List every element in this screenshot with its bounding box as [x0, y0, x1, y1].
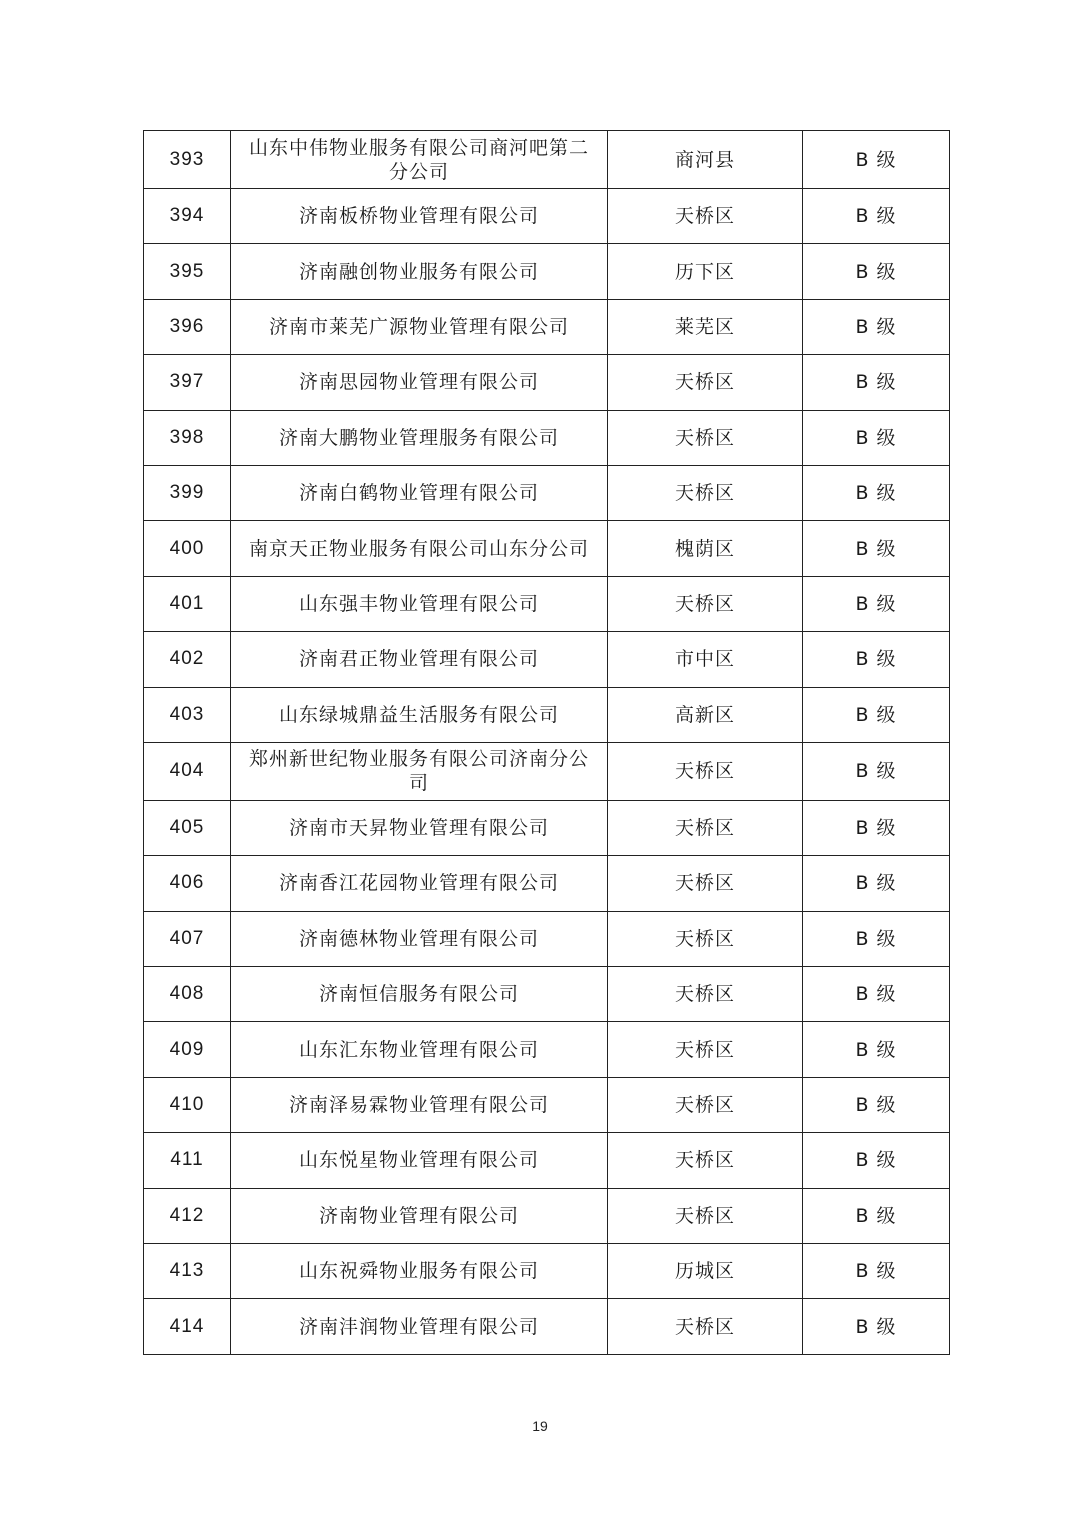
district: 天桥区	[608, 1133, 803, 1188]
grade: B 级	[803, 1077, 950, 1132]
district: 天桥区	[608, 1077, 803, 1132]
table-row	[144, 244, 950, 299]
grade: B 级	[803, 967, 950, 1022]
table-row	[144, 911, 950, 966]
district: 天桥区	[608, 911, 803, 966]
district: 天桥区	[608, 465, 803, 520]
row-number: 401	[144, 576, 231, 631]
table-row	[144, 576, 950, 631]
row-number: 409	[144, 1022, 231, 1077]
district: 天桥区	[608, 189, 803, 244]
row-number: 394	[144, 189, 231, 244]
district: 槐荫区	[608, 521, 803, 576]
table-row	[144, 465, 950, 520]
row-number: 398	[144, 410, 231, 465]
district: 天桥区	[608, 1188, 803, 1243]
company-name: 济南沣润物业管理有限公司	[231, 1299, 608, 1354]
row-number: 400	[144, 521, 231, 576]
district: 天桥区	[608, 742, 803, 800]
company-name: 济南恒信服务有限公司	[231, 967, 608, 1022]
district: 天桥区	[608, 1299, 803, 1354]
table-row	[144, 742, 950, 800]
table-body	[144, 131, 950, 1355]
row-number: 399	[144, 465, 231, 520]
table-row	[144, 189, 950, 244]
table-row	[144, 131, 950, 189]
district: 天桥区	[608, 800, 803, 855]
company-name: 山东绿城鼎益生活服务有限公司	[231, 687, 608, 742]
company-name: 山东汇东物业管理有限公司	[231, 1022, 608, 1077]
row-number: 410	[144, 1077, 231, 1132]
company-rating-table	[143, 130, 950, 1355]
table-row	[144, 410, 950, 465]
table-row	[144, 967, 950, 1022]
company-name: 济南市莱芜广源物业管理有限公司	[231, 299, 608, 354]
company-name: 山东悦星物业管理有限公司	[231, 1133, 608, 1188]
grade: B 级	[803, 576, 950, 631]
page-number: 19	[532, 1418, 548, 1434]
district: 市中区	[608, 632, 803, 687]
grade: B 级	[803, 355, 950, 410]
table-row	[144, 687, 950, 742]
grade: B 级	[803, 1299, 950, 1354]
grade: B 级	[803, 1244, 950, 1299]
district: 历下区	[608, 244, 803, 299]
company-name: 济南白鹤物业管理有限公司	[231, 465, 608, 520]
company-name: 南京天正物业服务有限公司山东分公司	[231, 521, 608, 576]
table-row	[144, 856, 950, 911]
company-name: 济南德林物业管理有限公司	[231, 911, 608, 966]
row-number: 396	[144, 299, 231, 354]
company-name: 济南物业管理有限公司	[231, 1188, 608, 1243]
grade: B 级	[803, 1133, 950, 1188]
district: 天桥区	[608, 856, 803, 911]
district: 天桥区	[608, 1022, 803, 1077]
grade: B 级	[803, 465, 950, 520]
row-number: 407	[144, 911, 231, 966]
district: 天桥区	[608, 967, 803, 1022]
grade: B 级	[803, 856, 950, 911]
row-number: 393	[144, 131, 231, 189]
table-row	[144, 1133, 950, 1188]
row-number: 404	[144, 742, 231, 800]
company-name: 济南泽易霖物业管理有限公司	[231, 1077, 608, 1132]
district: 历城区	[608, 1244, 803, 1299]
district: 高新区	[608, 687, 803, 742]
row-number: 411	[144, 1133, 231, 1188]
table-row	[144, 1077, 950, 1132]
district: 商河县	[608, 131, 803, 189]
row-number: 408	[144, 967, 231, 1022]
row-number: 403	[144, 687, 231, 742]
company-name: 济南融创物业服务有限公司	[231, 244, 608, 299]
company-name: 济南板桥物业管理有限公司	[231, 189, 608, 244]
grade: B 级	[803, 1022, 950, 1077]
row-number: 397	[144, 355, 231, 410]
company-name: 济南君正物业管理有限公司	[231, 632, 608, 687]
table-row	[144, 521, 950, 576]
table-row	[144, 355, 950, 410]
grade: B 级	[803, 410, 950, 465]
table-row	[144, 1188, 950, 1243]
table-row	[144, 800, 950, 855]
company-name: 山东中伟物业服务有限公司商河吧第二分公司	[231, 131, 608, 189]
table-row	[144, 632, 950, 687]
row-number: 402	[144, 632, 231, 687]
grade: B 级	[803, 244, 950, 299]
district: 莱芜区	[608, 299, 803, 354]
district: 天桥区	[608, 355, 803, 410]
company-name: 济南思园物业管理有限公司	[231, 355, 608, 410]
grade: B 级	[803, 911, 950, 966]
district: 天桥区	[608, 576, 803, 631]
row-number: 412	[144, 1188, 231, 1243]
company-name: 山东祝舜物业服务有限公司	[231, 1244, 608, 1299]
grade: B 级	[803, 800, 950, 855]
grade: B 级	[803, 1188, 950, 1243]
row-number: 405	[144, 800, 231, 855]
grade: B 级	[803, 299, 950, 354]
grade: B 级	[803, 521, 950, 576]
table-row	[144, 1022, 950, 1077]
grade: B 级	[803, 687, 950, 742]
grade: B 级	[803, 742, 950, 800]
company-name: 济南香江花园物业管理有限公司	[231, 856, 608, 911]
company-name: 郑州新世纪物业服务有限公司济南分公司	[231, 742, 608, 800]
table-row	[144, 1299, 950, 1354]
table-row	[144, 299, 950, 354]
row-number: 413	[144, 1244, 231, 1299]
grade: B 级	[803, 189, 950, 244]
row-number: 395	[144, 244, 231, 299]
row-number: 414	[144, 1299, 231, 1354]
company-name: 济南大鹏物业管理服务有限公司	[231, 410, 608, 465]
table-row	[144, 1244, 950, 1299]
company-name: 山东强丰物业管理有限公司	[231, 576, 608, 631]
district: 天桥区	[608, 410, 803, 465]
row-number: 406	[144, 856, 231, 911]
grade: B 级	[803, 131, 950, 189]
grade: B 级	[803, 632, 950, 687]
company-name: 济南市天昇物业管理有限公司	[231, 800, 608, 855]
